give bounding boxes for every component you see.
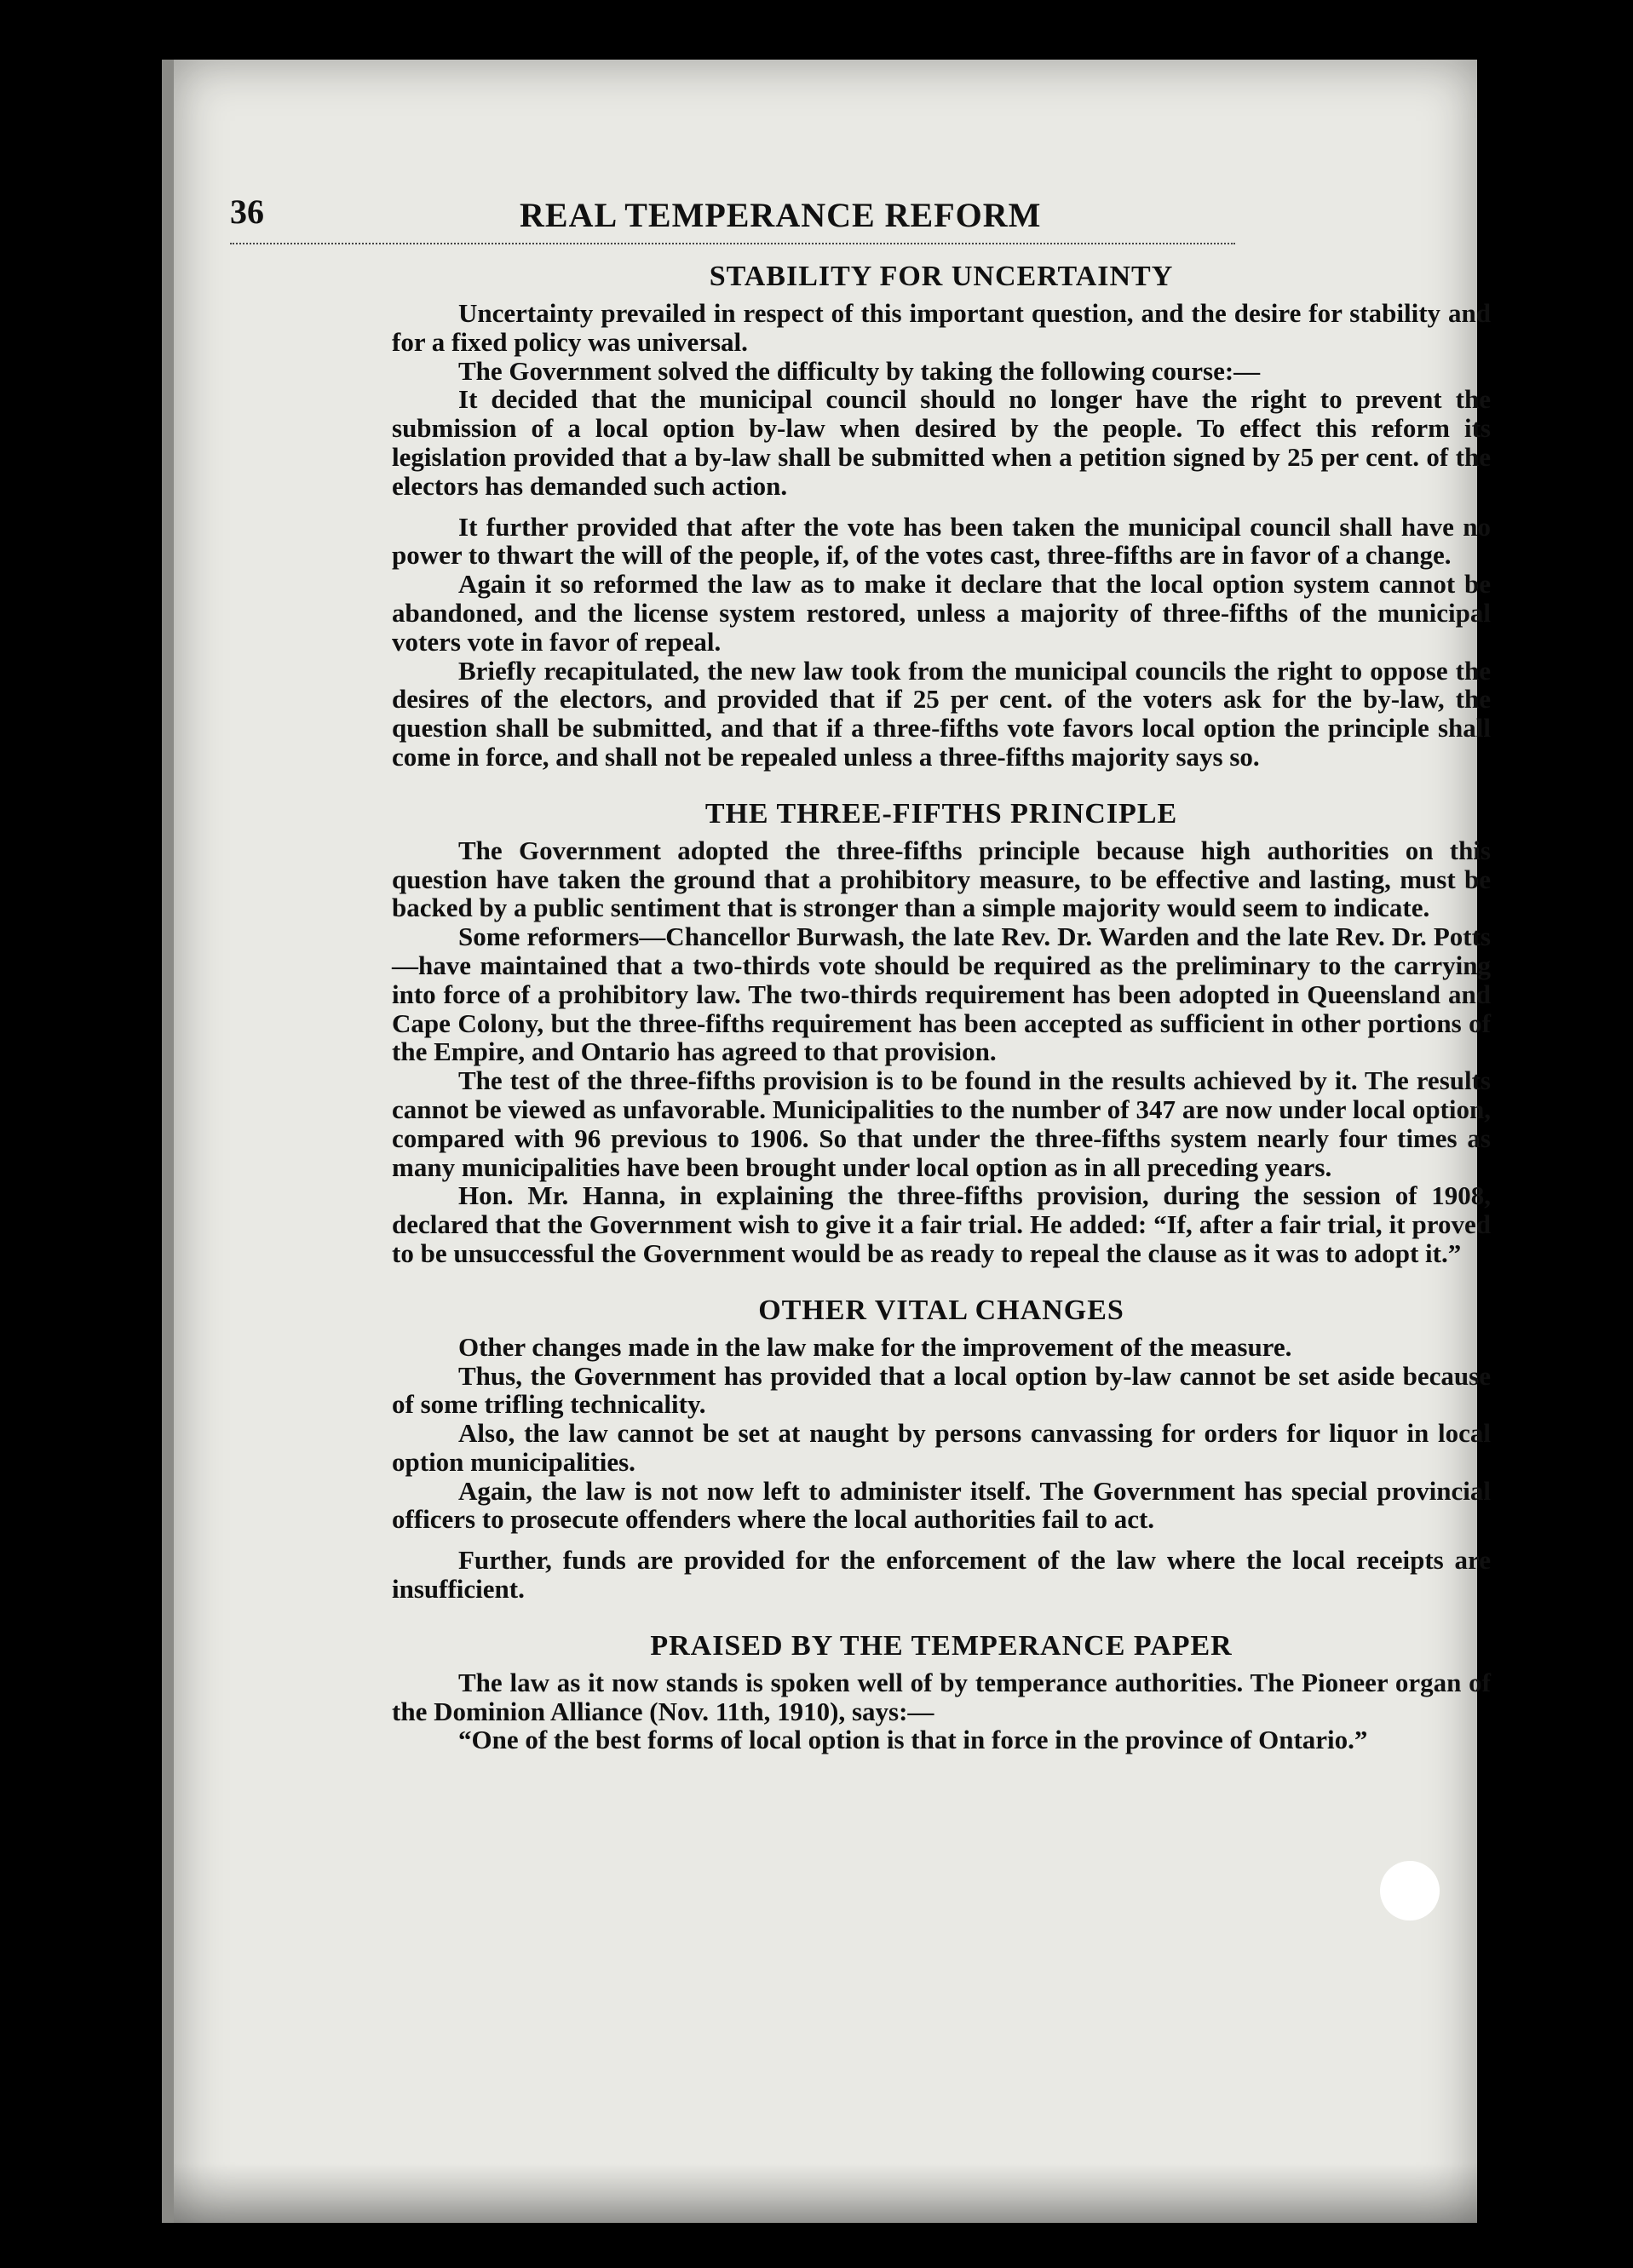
paragraph: It further provided that after the vote has been taken the municipal council shall have no power to thwart the will of the people, if, of the votes cast, three-fifths are in favor of a change.: [392, 511, 1491, 571]
paragraph: Briefly recapitulated, the new law took from the municipal councils the right to oppose the desires of the electors, and provided that if 25 per cent. of the voters ask for the by-law, the question shall be submitted, and that if a three-fifths vote favors local option the principle shall come in force, and shall not be repealed unless a three-fifths majority says so.: [392, 655, 1491, 772]
paragraph: The law as it now stands is spoken well of by temperance authorities. The Pioneer organ of the Dominion Alliance (Nov. 11th, 1910), says:—: [392, 1667, 1491, 1726]
section-stability: [392, 260, 1491, 772]
scan-blemish: [1380, 1861, 1440, 1921]
paragraph: Again, the law is not now left to administer itself. The Government has special provincial officers to prosecute offenders where the local authorities fail to act.: [392, 1475, 1491, 1535]
section-other-changes: [392, 1294, 1491, 1604]
section-heading: OTHER VITAL CHANGES: [758, 1294, 1124, 1326]
paragraph: Other changes made in the law make for the improvement of the measure.: [458, 1331, 1292, 1362]
running-head: [230, 192, 1235, 244]
section-praised: [392, 1629, 1491, 1754]
paragraph: “One of the best forms of local option is that in force in the province of Ontario.”: [458, 1725, 1368, 1755]
section-heading: THE THREE-FIFTHS PRINCIPLE: [704, 797, 1178, 830]
running-title: REAL TEMPERANCE REFORM: [520, 196, 1042, 234]
section-heading: STABILITY FOR UNCERTAINTY: [709, 261, 1174, 292]
paragraph: Hon. Mr. Hanna, in explaining the three-fifths provision, during the session of 1908, declared that the Government wish to give it a fair trial. He added: “If, after a fair trial, it proved to be unsuccessful the Government would be as ready to repeal the clause as it was to adopt it.”: [392, 1180, 1491, 1268]
paragraph: Further, funds are provided for the enforcement of the law where the local receipts are insufficient.: [392, 1545, 1491, 1605]
paragraph: Some reformers—Chancellor Burwash, the late Rev. Dr. Warden and the late Rev. Dr. Potts—have maintained that a two-thirds vote should be required as the preliminary to the carrying into force of a prohibitory law. The two-thirds requirement has been adopted in Queensland and Cape Colony, but the three-fifths requirement has been accepted as sufficient in other portions of the Empire, and Ontario has agreed to that provision.: [392, 922, 1491, 1067]
paragraph: The Government adopted the three-fifths principle because high authorities on this question have taken the ground that a prohibitory measure, to be effective and lasting, must be backed by a public sentiment that is stronger than a simple majority would seem to indicate.: [392, 835, 1491, 923]
section-three-fifths: [392, 797, 1491, 1268]
paragraph: Thus, the Government has provided that a local option by-law cannot be set aside because of some trifling technicality.: [392, 1360, 1491, 1420]
section-heading: PRAISED BY THE TEMPERANCE PAPER: [650, 1629, 1233, 1662]
paragraph: Again it so reformed the law as to make it declare that the local option system cannot be abandoned, and the license system restored, unless a majority of three-fifths of the municipal voters vote in favor of repeal.: [392, 569, 1491, 657]
paragraph: Also, the law cannot be set at naught by persons canvassing for orders for liquor in local option municipalities.: [392, 1418, 1491, 1477]
paragraph: The Government solved the difficulty by taking the following course:—: [458, 355, 1261, 386]
paragraph: Uncertainty prevailed in respect of this important question, and the desire for stability and for a fixed policy was universal.: [392, 298, 1491, 357]
page-body: [392, 260, 1491, 1754]
paragraph: It decided that the municipal council should no longer have the right to prevent the submission of a local option by-law when desired by the people. To effect this reform its legislation provided that a by-law shall be submitted when a petition signed by 25 per cent. of the electors has demanded such action.: [392, 384, 1491, 501]
page-number: 36: [230, 192, 264, 231]
paragraph: The test of the three-fifths provision is to be found in the results achieved by it. The results cannot be viewed as unfavorable. Municipalities to the number of 347 are now under local option, compared with 96 previous to 1906. So that under the three-fifths system nearly four times as many municipalities have been brought under local option as in all preceding years.: [392, 1065, 1491, 1182]
